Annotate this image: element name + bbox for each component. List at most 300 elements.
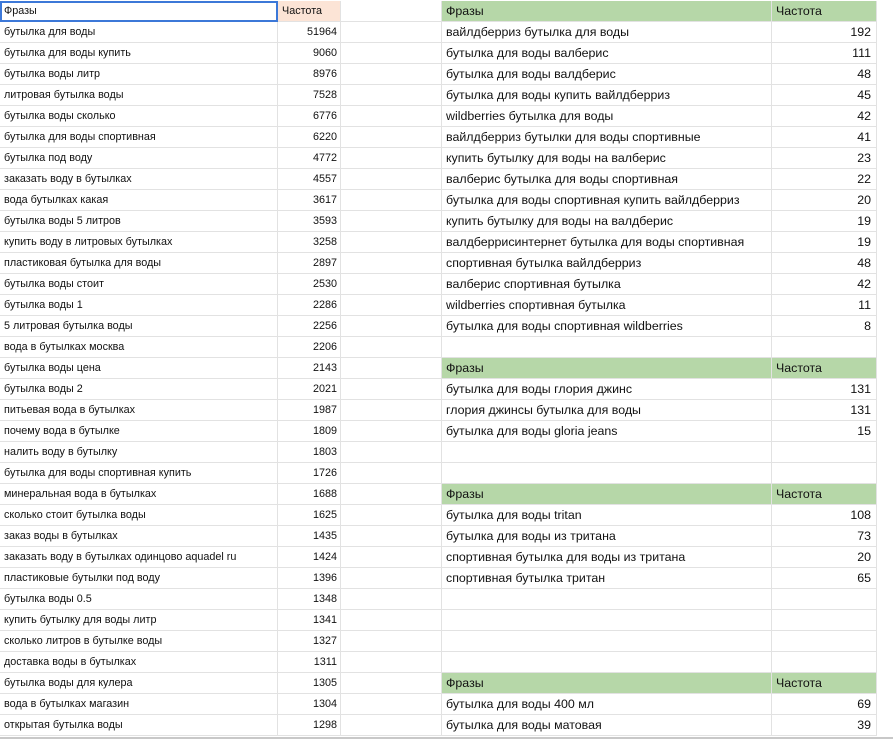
table-row-frequency-text: 6220 — [312, 131, 337, 143]
table-row-phrase-text: спортивная бутылка для воды из тритана — [446, 550, 686, 564]
table-row-frequency-text: 41 — [857, 130, 871, 144]
empty-cell[interactable] — [341, 673, 442, 694]
empty-cell[interactable] — [341, 568, 442, 589]
table-row-frequency-text: 131 — [850, 382, 871, 396]
table-row-phrase[interactable] — [442, 715, 772, 736]
empty-cell[interactable] — [341, 295, 442, 316]
table-row-phrase-text: купить бутылку для воды на валберис — [446, 151, 666, 165]
table-row-frequency-text: 1348 — [312, 593, 337, 605]
table-row-frequency-text: 1424 — [312, 551, 337, 563]
right-table-1-header-phrases[interactable] — [442, 1, 772, 22]
empty-cell[interactable] — [341, 190, 442, 211]
table-row-phrase[interactable] — [0, 316, 278, 337]
table-row-frequency-text: 65 — [857, 571, 871, 585]
table-row-frequency[interactable] — [278, 652, 341, 673]
empty-cell[interactable] — [341, 421, 442, 442]
empty-cell[interactable] — [341, 1, 442, 22]
table-row-phrase-text: бутылка для воды купить вайлдберриз — [446, 88, 671, 102]
table-row-phrase[interactable] — [0, 589, 278, 610]
table-row-phrase-text: сколько стоит бутылка воды — [4, 509, 146, 521]
table-row-frequency-text: 8 — [864, 319, 871, 333]
table-row-phrase[interactable] — [442, 64, 772, 85]
empty-cell[interactable] — [442, 442, 772, 463]
table-row-phrase-text: бутылка воды 5 литров — [4, 215, 121, 227]
table-row-frequency[interactable] — [278, 337, 341, 358]
empty-cell[interactable] — [341, 484, 442, 505]
empty-cell[interactable] — [341, 85, 442, 106]
table-row-phrase[interactable] — [442, 43, 772, 64]
table-row-frequency-text: 19 — [857, 235, 871, 249]
table-row-phrase[interactable] — [0, 673, 278, 694]
empty-cell[interactable] — [341, 274, 442, 295]
empty-cell[interactable] — [341, 505, 442, 526]
table-row-frequency[interactable] — [772, 715, 877, 736]
table-row-frequency[interactable] — [772, 505, 877, 526]
table-row-frequency[interactable] — [278, 379, 341, 400]
table-row-phrase[interactable] — [0, 379, 278, 400]
empty-cell[interactable] — [341, 316, 442, 337]
table-row-phrase-text: бутылка для воды матовая — [446, 718, 602, 732]
table-row-frequency-text: 3617 — [312, 194, 337, 206]
table-row-phrase[interactable] — [442, 295, 772, 316]
right-table-3-header-phrases[interactable] — [442, 484, 772, 505]
table-row-frequency-text: 4557 — [312, 173, 337, 185]
table-row-phrase[interactable] — [442, 274, 772, 295]
table-row-frequency-text: 7528 — [312, 89, 337, 101]
table-row-phrase-text: заказать воду в бутылках — [4, 173, 132, 185]
table-row-phrase-text: вайлдберриз бутылки для воды спортивные — [446, 130, 701, 144]
table-row-frequency-text: 2206 — [312, 341, 337, 353]
table-row-phrase-text: бутылка воды цена — [4, 362, 101, 374]
table-row-frequency[interactable] — [278, 673, 341, 694]
table-row-phrase-text: бутылка воды стоит — [4, 278, 104, 290]
table-row-frequency[interactable] — [772, 211, 877, 232]
table-row-phrase-text: бутылка воды литр — [4, 68, 101, 80]
right-table-3-header-frequency[interactable] — [772, 484, 877, 505]
table-row-phrase[interactable] — [0, 127, 278, 148]
table-row-frequency[interactable] — [278, 316, 341, 337]
table-row-phrase[interactable] — [0, 169, 278, 190]
table-row-phrase-text: бутылка для воды tritan — [446, 508, 582, 522]
table-row-frequency[interactable] — [278, 442, 341, 463]
table-row-phrase-text: валберис спортивная бутылка — [446, 277, 621, 291]
table-row-phrase[interactable] — [442, 379, 772, 400]
table-row-phrase[interactable] — [0, 484, 278, 505]
right-table-4-header-frequency-text: Частота — [776, 676, 822, 690]
table-row-frequency[interactable] — [278, 106, 341, 127]
table-row-frequency-text: 1304 — [312, 698, 337, 710]
table-row-frequency[interactable] — [278, 253, 341, 274]
right-table-4-header-frequency[interactable] — [772, 673, 877, 694]
table-row-frequency[interactable] — [278, 295, 341, 316]
table-row-frequency-text: 8976 — [312, 68, 337, 80]
empty-cell[interactable] — [442, 631, 772, 652]
table-row-phrase-text: доставка воды в бутылках — [4, 656, 137, 668]
table-row-frequency[interactable] — [772, 106, 877, 127]
table-row-phrase[interactable] — [442, 169, 772, 190]
table-row-frequency-text: 1688 — [312, 488, 337, 500]
table-row-frequency-text: 6776 — [312, 110, 337, 122]
table-row-phrase[interactable] — [442, 505, 772, 526]
left-header-frequency-text: Частота — [282, 5, 323, 17]
table-row-phrase[interactable] — [0, 547, 278, 568]
table-row-phrase[interactable] — [0, 64, 278, 85]
table-row-frequency[interactable] — [278, 43, 341, 64]
table-row-phrase-text: заказать воду в бутылках одинцово aquadel ru — [4, 551, 237, 563]
table-row-phrase[interactable] — [0, 505, 278, 526]
table-row-phrase-text: бутылка для воды gloria jeans — [446, 424, 618, 438]
table-row-frequency[interactable] — [772, 85, 877, 106]
empty-cell[interactable] — [341, 358, 442, 379]
table-row-phrase-text: бутылка для воды валберис — [446, 46, 609, 60]
table-row-phrase[interactable] — [442, 211, 772, 232]
table-row-frequency[interactable] — [772, 694, 877, 715]
table-row-phrase-text: валдберрисинтернет бутылка для воды спортивная — [446, 235, 745, 249]
right-table-2-header-phrases[interactable] — [442, 358, 772, 379]
table-row-frequency[interactable] — [278, 421, 341, 442]
table-row-phrase[interactable] — [0, 463, 278, 484]
empty-cell[interactable] — [341, 106, 442, 127]
table-row-phrase-text: бутылка воды 2 — [4, 383, 83, 395]
table-row-phrase-text: купить бутылку для воды литр — [4, 614, 157, 626]
table-row-frequency-text: 2897 — [312, 257, 337, 269]
right-table-1-header-frequency-text: Частота — [776, 4, 822, 18]
empty-cell[interactable] — [442, 463, 772, 484]
left-header-phrases[interactable] — [0, 1, 278, 22]
table-row-frequency[interactable] — [772, 400, 877, 421]
table-row-phrase[interactable] — [442, 85, 772, 106]
table-row-phrase-text: бутылка для воды — [4, 26, 96, 38]
empty-cell[interactable] — [341, 169, 442, 190]
table-row-frequency-text: 1726 — [312, 467, 337, 479]
table-row-phrase[interactable] — [0, 148, 278, 169]
empty-cell[interactable] — [772, 610, 877, 631]
table-row-frequency-text: 131 — [850, 403, 871, 417]
table-row-frequency-text: 42 — [857, 277, 871, 291]
table-row-frequency-text: 51964 — [306, 26, 337, 38]
table-row-frequency-text: 1435 — [312, 530, 337, 542]
table-row-phrase-text: пластиковая бутылка для воды — [4, 257, 162, 269]
table-row-phrase-text: заказ воды в бутылках — [4, 530, 118, 542]
table-row-frequency-text: 45 — [857, 88, 871, 102]
table-row-frequency-text: 1305 — [312, 677, 337, 689]
table-row-frequency-text: 2256 — [312, 320, 337, 332]
table-row-frequency[interactable] — [772, 169, 877, 190]
empty-cell[interactable] — [772, 442, 877, 463]
left-header-phrases-text: Фразы — [4, 5, 37, 17]
table-row-frequency[interactable] — [278, 568, 341, 589]
table-row-frequency[interactable] — [278, 169, 341, 190]
empty-cell[interactable] — [341, 589, 442, 610]
right-table-2-header-frequency[interactable] — [772, 358, 877, 379]
table-row-frequency-text: 1809 — [312, 425, 337, 437]
table-row-frequency-text: 3593 — [312, 215, 337, 227]
table-row-phrase-text: бутылка для воды купить — [4, 47, 131, 59]
table-row-frequency-text: 2021 — [312, 383, 337, 395]
table-row-frequency[interactable] — [772, 547, 877, 568]
table-row-phrase[interactable] — [0, 568, 278, 589]
right-table-2-header-phrases-text: Фразы — [446, 361, 484, 375]
right-table-1-header-frequency[interactable] — [772, 1, 877, 22]
table-row-frequency-text: 1987 — [312, 404, 337, 416]
table-row-frequency[interactable] — [278, 526, 341, 547]
table-row-phrase[interactable] — [0, 85, 278, 106]
table-row-phrase[interactable] — [0, 610, 278, 631]
table-row-phrase-text: литровая бутылка воды — [4, 89, 124, 101]
table-row-frequency-text: 1396 — [312, 572, 337, 584]
table-row-phrase[interactable] — [442, 232, 772, 253]
empty-cell[interactable] — [341, 463, 442, 484]
table-row-frequency-text: 1625 — [312, 509, 337, 521]
empty-cell[interactable] — [341, 694, 442, 715]
table-row-frequency[interactable] — [772, 295, 877, 316]
empty-cell[interactable] — [341, 148, 442, 169]
table-row-phrase[interactable] — [442, 106, 772, 127]
table-row-phrase-text: wildberries спортивная бутылка — [446, 298, 626, 312]
empty-cell[interactable] — [442, 610, 772, 631]
table-row-phrase-text: 5 литровая бутылка воды — [4, 320, 133, 332]
table-row-phrase[interactable] — [442, 253, 772, 274]
table-row-frequency-text: 1298 — [312, 719, 337, 731]
table-row-phrase-text: почему вода в бутылке — [4, 425, 120, 437]
table-row-phrase[interactable] — [0, 526, 278, 547]
table-row-phrase-text: вода в бутылках москва — [4, 341, 125, 353]
table-row-phrase-text: сколько литров в бутылке воды — [4, 635, 163, 647]
empty-cell[interactable] — [341, 652, 442, 673]
table-row-frequency[interactable] — [278, 589, 341, 610]
table-row-frequency[interactable] — [278, 274, 341, 295]
table-row-phrase-text: бутылка для воды из тритана — [446, 529, 616, 543]
table-row-phrase-text: бутылка для воды спортивная купить вайлдберриз — [446, 193, 740, 207]
table-row-frequency-text: 20 — [857, 550, 871, 564]
table-row-phrase-text: бутылка для воды спортивная — [4, 131, 156, 143]
table-row-frequency[interactable] — [772, 379, 877, 400]
table-row-frequency[interactable] — [278, 358, 341, 379]
table-row-phrase-text: спортивная бутылка тритан — [446, 571, 606, 585]
table-row-frequency-text: 9060 — [312, 47, 337, 59]
empty-cell[interactable] — [442, 589, 772, 610]
table-row-frequency[interactable] — [278, 610, 341, 631]
table-row-phrase[interactable] — [442, 694, 772, 715]
table-row-frequency-text: 111 — [852, 46, 871, 60]
table-row-frequency[interactable] — [278, 400, 341, 421]
table-row-frequency[interactable] — [278, 715, 341, 736]
empty-cell[interactable] — [772, 652, 877, 673]
left-header-frequency[interactable] — [278, 1, 341, 22]
table-row-frequency[interactable] — [772, 64, 877, 85]
right-table-4-header-phrases[interactable] — [442, 673, 772, 694]
empty-cell[interactable] — [341, 43, 442, 64]
table-row-frequency[interactable] — [772, 526, 877, 547]
right-table-4-header-phrases-text: Фразы — [446, 676, 484, 690]
table-row-phrase[interactable] — [0, 400, 278, 421]
table-row-frequency-text: 192 — [850, 25, 871, 39]
table-row-frequency[interactable] — [772, 22, 877, 43]
empty-cell[interactable] — [341, 526, 442, 547]
table-row-frequency-text: 15 — [857, 424, 871, 438]
table-row-frequency-text: 23 — [857, 151, 871, 165]
table-row-phrase-text: минеральная вода в бутылках — [4, 488, 157, 500]
table-row-frequency-text: 22 — [857, 172, 871, 186]
empty-cell[interactable] — [341, 337, 442, 358]
table-row-frequency[interactable] — [278, 232, 341, 253]
empty-cell[interactable] — [341, 610, 442, 631]
table-row-frequency[interactable] — [772, 568, 877, 589]
table-row-phrase[interactable] — [0, 211, 278, 232]
table-row-frequency-text: 4772 — [312, 152, 337, 164]
table-row-frequency[interactable] — [278, 463, 341, 484]
table-row-frequency[interactable] — [278, 211, 341, 232]
table-row-phrase[interactable] — [442, 316, 772, 337]
empty-cell[interactable] — [341, 64, 442, 85]
empty-cell[interactable] — [341, 211, 442, 232]
table-row-phrase-text: бутылка воды сколько — [4, 110, 116, 122]
empty-cell[interactable] — [341, 631, 442, 652]
table-row-phrase-text: вода бутылках какая — [4, 194, 109, 206]
table-row-phrase[interactable] — [0, 106, 278, 127]
table-row-phrase-text: спортивная бутылка вайлдберриз — [446, 256, 642, 270]
table-row-frequency[interactable] — [772, 421, 877, 442]
empty-cell[interactable] — [341, 22, 442, 43]
table-row-phrase[interactable] — [0, 295, 278, 316]
table-row-frequency-text: 48 — [857, 256, 871, 270]
table-row-frequency[interactable] — [772, 148, 877, 169]
right-table-1-header-phrases-text: Фразы — [446, 4, 484, 18]
table-row-frequency[interactable] — [278, 484, 341, 505]
table-row-phrase[interactable] — [0, 652, 278, 673]
table-row-phrase-text: wildberries бутылка для воды — [446, 109, 614, 123]
table-row-phrase-text: вайлдберриз бутылка для воды — [446, 25, 630, 39]
empty-cell[interactable] — [442, 652, 772, 673]
table-row-phrase[interactable] — [442, 547, 772, 568]
table-row-frequency[interactable] — [772, 253, 877, 274]
table-row-phrase-text: бутылка воды 1 — [4, 299, 83, 311]
table-row-frequency[interactable] — [278, 127, 341, 148]
empty-cell[interactable] — [341, 400, 442, 421]
table-row-phrase[interactable] — [442, 148, 772, 169]
right-table-2-header-frequency-text: Частота — [776, 361, 822, 375]
table-row-phrase[interactable] — [0, 421, 278, 442]
table-row-frequency[interactable] — [278, 505, 341, 526]
table-row-phrase[interactable] — [442, 526, 772, 547]
table-row-frequency[interactable] — [278, 85, 341, 106]
table-row-phrase[interactable] — [0, 190, 278, 211]
table-row-phrase-text: бутылка для воды 400 мл — [446, 697, 594, 711]
table-row-phrase[interactable] — [0, 22, 278, 43]
table-row-phrase[interactable] — [0, 253, 278, 274]
table-row-frequency[interactable] — [278, 694, 341, 715]
table-row-phrase[interactable] — [0, 358, 278, 379]
table-row-phrase-text: пластиковые бутылки под воду — [4, 572, 160, 584]
table-row-phrase-text: вода в бутылках магазин — [4, 698, 130, 710]
right-table-3-header-phrases-text: Фразы — [446, 487, 484, 501]
empty-cell[interactable] — [772, 589, 877, 610]
empty-cell[interactable] — [772, 337, 877, 358]
table-row-frequency-text: 2143 — [312, 362, 337, 374]
table-row-frequency[interactable] — [772, 43, 877, 64]
table-row-frequency-text: 73 — [857, 529, 871, 543]
table-row-phrase[interactable] — [0, 337, 278, 358]
table-row-frequency[interactable] — [772, 127, 877, 148]
table-row-frequency-text: 48 — [857, 67, 871, 81]
table-row-frequency[interactable] — [278, 190, 341, 211]
table-row-frequency-text: 1311 — [313, 656, 337, 668]
table-row-phrase[interactable] — [442, 421, 772, 442]
empty-cell[interactable] — [772, 631, 877, 652]
empty-cell[interactable] — [341, 253, 442, 274]
table-row-phrase[interactable] — [0, 232, 278, 253]
table-row-phrase[interactable] — [0, 442, 278, 463]
table-row-phrase[interactable] — [442, 127, 772, 148]
table-row-phrase-text: глория джинсы бутылка для воды — [446, 403, 641, 417]
table-row-frequency[interactable] — [278, 22, 341, 43]
table-row-frequency-text: 108 — [850, 508, 871, 522]
table-row-frequency[interactable] — [278, 64, 341, 85]
table-row-frequency[interactable] — [772, 190, 877, 211]
table-row-frequency-text: 2286 — [312, 299, 337, 311]
table-row-phrase[interactable] — [442, 22, 772, 43]
table-row-frequency[interactable] — [278, 148, 341, 169]
table-row-phrase[interactable] — [0, 715, 278, 736]
table-row-phrase[interactable] — [0, 43, 278, 64]
table-row-phrase-text: бутылка для воды глория джинс — [446, 382, 633, 396]
table-row-phrase[interactable] — [442, 400, 772, 421]
table-row-frequency-text: 1341 — [312, 614, 337, 626]
table-row-phrase-text: бутылка воды для кулера — [4, 677, 133, 689]
table-row-phrase-text: бутылка для воды спортивная wildberries — [446, 319, 683, 333]
table-row-frequency-text: 39 — [857, 718, 871, 732]
table-row-phrase-text: купить воду в литровых бутылках — [4, 236, 173, 248]
table-row-phrase[interactable] — [442, 568, 772, 589]
empty-cell[interactable] — [341, 232, 442, 253]
table-row-phrase-text: валберис бутылка для воды спортивная — [446, 172, 679, 186]
table-row-frequency-text: 2530 — [312, 278, 337, 290]
table-row-phrase-text: купить бутылку для воды на валдберис — [446, 214, 674, 228]
empty-cell[interactable] — [772, 463, 877, 484]
table-row-frequency[interactable] — [772, 232, 877, 253]
table-row-phrase-text: бутылка под воду — [4, 152, 93, 164]
table-row-phrase[interactable] — [0, 631, 278, 652]
empty-cell[interactable] — [341, 547, 442, 568]
table-row-frequency-text: 42 — [857, 109, 871, 123]
right-table-3-header-frequency-text: Частота — [776, 487, 822, 501]
empty-cell[interactable] — [341, 715, 442, 736]
table-row-frequency-text: 69 — [857, 697, 871, 711]
table-row-frequency-text: 20 — [857, 193, 871, 207]
table-row-frequency[interactable] — [772, 274, 877, 295]
table-row-phrase-text: налить воду в бутылку — [4, 446, 118, 458]
table-row-phrase[interactable] — [0, 274, 278, 295]
table-row-phrase[interactable] — [0, 694, 278, 715]
table-row-phrase-text: бутылка для воды спортивная купить — [4, 467, 192, 479]
table-row-phrase-text: бутылка для воды валдберис — [446, 67, 616, 81]
table-row-frequency[interactable] — [278, 547, 341, 568]
empty-cell[interactable] — [341, 442, 442, 463]
table-row-frequency-text: 11 — [858, 298, 871, 312]
table-row-frequency[interactable] — [278, 631, 341, 652]
table-row-phrase[interactable] — [442, 190, 772, 211]
empty-cell[interactable] — [341, 127, 442, 148]
table-row-frequency-text: 3258 — [312, 236, 337, 248]
empty-cell[interactable] — [341, 379, 442, 400]
table-row-frequency-text: 1803 — [312, 446, 337, 458]
table-row-frequency-text: 1327 — [312, 635, 337, 647]
table-row-phrase-text: бутылка воды 0.5 — [4, 593, 92, 605]
empty-cell[interactable] — [442, 337, 772, 358]
table-row-frequency[interactable] — [772, 316, 877, 337]
table-row-frequency-text: 19 — [857, 214, 871, 228]
table-row-phrase-text: питьевая вода в бутылках — [4, 404, 136, 416]
